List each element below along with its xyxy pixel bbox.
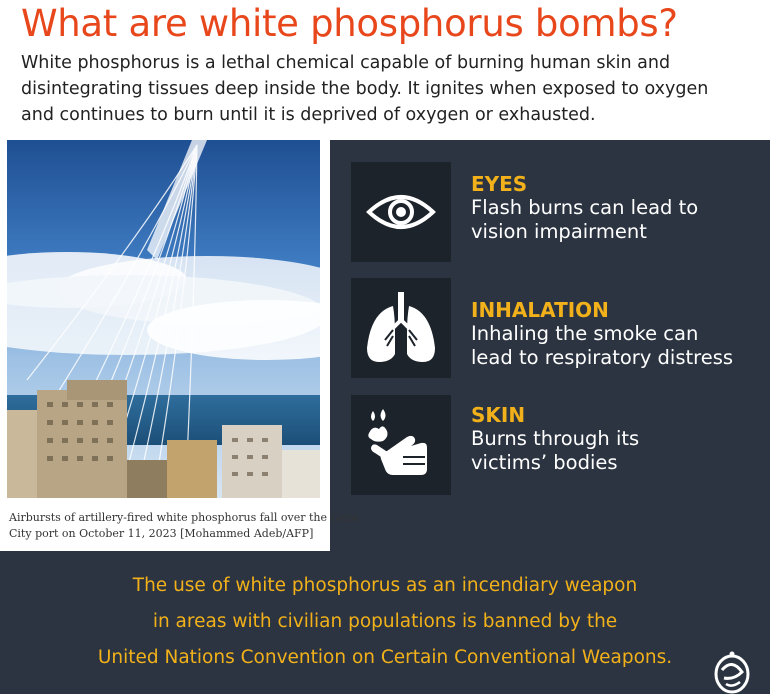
inhalation-item xyxy=(471,298,766,370)
footer-line: United Nations Convention on Certain Conventional Weapons. xyxy=(97,647,673,668)
skin-icon-box xyxy=(351,395,451,495)
intro-text xyxy=(21,50,761,128)
item-body xyxy=(471,322,766,370)
item-body-line: lead to respiratory distress xyxy=(471,346,734,369)
item-body-line: vision impairment xyxy=(471,220,647,243)
page-title: What are white phosphorus bombs? xyxy=(21,2,678,45)
white-phosphorus-photo xyxy=(7,140,320,498)
item-heading: EYES xyxy=(471,172,528,196)
item-heading: SKIN xyxy=(471,403,526,427)
lungs-icon xyxy=(363,288,439,368)
item-body-line: Inhaling the smoke can xyxy=(471,322,699,345)
al-jazeera-logo-icon xyxy=(712,650,752,698)
footer-line: The use of white phosphorus as an incendiary weapon xyxy=(132,575,638,596)
eyes-item xyxy=(471,172,766,244)
footer-statement xyxy=(0,568,770,676)
inhalation-icon-box xyxy=(351,278,451,378)
item-body xyxy=(471,427,766,475)
intro-line: disintegrating tissues deep inside the body. It ignites when exposed to oxygen xyxy=(21,79,709,99)
skin-item xyxy=(471,403,766,475)
photo-card xyxy=(0,140,359,551)
caption-line: City port on October 11, 2023 [Mohammed Adeb/AFP] xyxy=(9,527,314,540)
intro-line: and continues to burn until it is deprived of oxygen or exhausted. xyxy=(21,105,596,125)
item-body xyxy=(471,196,766,244)
item-body-line: victims’ bodies xyxy=(471,451,618,474)
item-body-line: Burns through its xyxy=(471,427,640,450)
item-heading: INHALATION xyxy=(471,298,609,322)
photo-caption xyxy=(9,510,359,542)
footer-line: in areas with civilian populations is banned by the xyxy=(152,611,618,632)
caption-line: Airbursts of artillery-fired white phosphorus fall over the Gaza xyxy=(9,511,359,524)
burning-hand-icon xyxy=(363,407,439,483)
eyes-icon-box xyxy=(351,162,451,262)
eye-icon xyxy=(366,190,436,234)
intro-line: White phosphorus is a lethal chemical capable of burning human skin and xyxy=(21,53,671,73)
item-body-line: Flash burns can lead to xyxy=(471,196,699,219)
